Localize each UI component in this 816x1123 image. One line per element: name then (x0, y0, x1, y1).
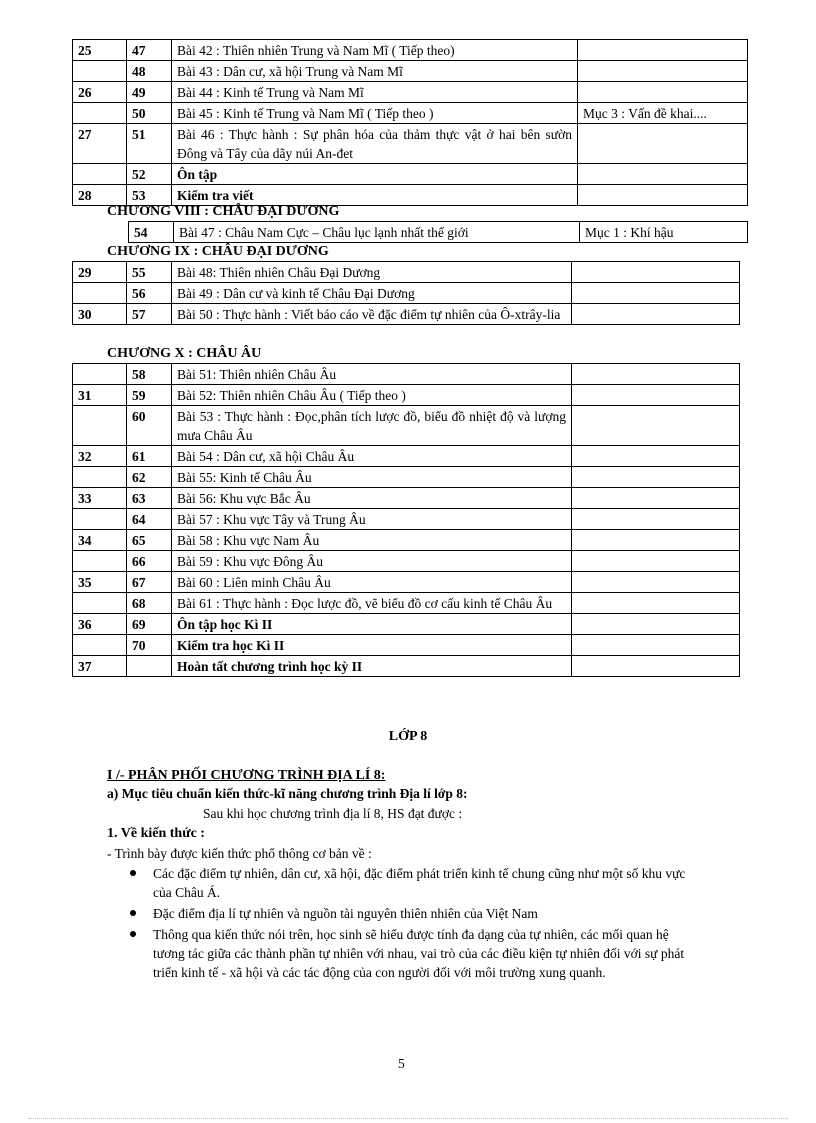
cell-no: 65 (127, 530, 172, 551)
table-row (73, 446, 740, 467)
knowledge-lead: - Trình bày được kiến thức phổ thông cơ bản về : (107, 846, 372, 861)
section-title: I /- PHÂN PHỐI CHƯƠNG TRÌNH ĐỊA LÍ 8: (107, 768, 386, 783)
cell-note (572, 385, 740, 406)
bullet-text: Các đặc điểm tự nhiên, dân cư, xã hội, đặc điểm phát triển kinh tế chung cũng như một số khu vực của Châu Á. (153, 866, 686, 900)
cell-week (73, 164, 127, 185)
table-row (73, 656, 740, 677)
table-row (73, 364, 740, 385)
cell-no: 50 (127, 103, 172, 124)
cell-note (572, 635, 740, 656)
table-row (73, 551, 740, 572)
cell-note (572, 530, 740, 551)
table-row (129, 222, 748, 243)
cell-no: 49 (127, 82, 172, 103)
cell-no: 64 (127, 509, 172, 530)
cell-note (572, 467, 740, 488)
cell-note (572, 572, 740, 593)
program-table-2 (128, 221, 748, 243)
cell-lesson: Bài 57 : Khu vực Tây và Trung Âu (172, 509, 572, 530)
cell-week: 28 (73, 185, 127, 206)
table-row (73, 509, 740, 530)
list-item (128, 864, 688, 902)
cell-no: 47 (127, 40, 172, 61)
cell-note (572, 509, 740, 530)
cell-week: 32 (73, 446, 127, 467)
table-row (73, 82, 748, 103)
cell-no: 63 (127, 488, 172, 509)
cell-lesson: Bài 52: Thiên nhiên Châu Âu ( Tiếp theo ) (172, 385, 572, 406)
cell-no: 55 (127, 262, 172, 283)
bullet-dot-icon (130, 870, 136, 876)
cell-week: 25 (73, 40, 127, 61)
cell-lesson: Bài 56: Khu vực Bắc Âu (172, 488, 572, 509)
program-table-1 (72, 39, 748, 206)
table-row (73, 124, 748, 164)
knowledge-heading: 1. Về kiến thức : (107, 826, 205, 841)
cell-week (73, 509, 127, 530)
list-item (128, 904, 688, 923)
bullet-text: Đặc điểm địa lí tự nhiên và nguồn tài nguyên thiên nhiên của Việt Nam (153, 906, 538, 921)
cell-note (578, 185, 748, 206)
table-row (73, 262, 740, 283)
table-row (73, 530, 740, 551)
cell-note (572, 656, 740, 677)
cell-week: 36 (73, 614, 127, 635)
cell-no: 59 (127, 385, 172, 406)
cell-no: 57 (127, 304, 172, 325)
cell-lesson: Bài 51: Thiên nhiên Châu Âu (172, 364, 572, 385)
page-number: 5 (398, 1056, 405, 1071)
cell-note (572, 593, 740, 614)
cell-week: 37 (73, 656, 127, 677)
cell-lesson: Kiểm tra học Kì II (172, 635, 572, 656)
cell-lesson: Ôn tập (172, 164, 578, 185)
cell-week: 34 (73, 530, 127, 551)
cell-note (578, 61, 748, 82)
table-row (73, 593, 740, 614)
cell-week (73, 467, 127, 488)
knowledge-bullet-list (128, 864, 688, 984)
cell-no: 68 (127, 593, 172, 614)
list-item (128, 925, 688, 982)
chapter-9-heading: CHƯƠNG IX : CHÂU ĐẠI DƯƠNG (107, 244, 329, 259)
cell-lesson: Bài 61 : Thực hành : Đọc lược đồ, vẽ biểu đồ cơ cấu kinh tế Châu Âu (172, 593, 572, 614)
cell-no: 69 (127, 614, 172, 635)
cell-lesson: Bài 50 : Thực hành : Viết báo cáo về đặc điểm tự nhiên của Ô-xtrây-lia (172, 304, 572, 325)
cell-week (73, 593, 127, 614)
program-table-3 (72, 261, 740, 325)
cell-week (73, 364, 127, 385)
cell-note (578, 164, 748, 185)
cell-no: 60 (127, 406, 172, 446)
cell-lesson: Bài 55: Kinh tế Châu Âu (172, 467, 572, 488)
cell-note (572, 304, 740, 325)
cell-note: Mục 3 : Vấn đề khai.... (578, 103, 748, 124)
cell-note (572, 262, 740, 283)
cell-lesson: Hoàn tất chương trình học kỳ II (172, 656, 572, 677)
cell-lesson: Ôn tập học Kì II (172, 614, 572, 635)
cell-lesson: Bài 46 : Thực hành : Sự phân hóa của thảm thực vật ở hai bên sườn Đông và Tây của dãy núi An-đet (172, 124, 578, 164)
cell-lesson: Bài 48: Thiên nhiên Châu Đại Dương (172, 262, 572, 283)
intro-line: Sau khi học chương trình địa lí 8, HS đạt được : (203, 806, 463, 821)
cell-lesson: Bài 54 : Dân cư, xã hội Châu Âu (172, 446, 572, 467)
cell-note (572, 551, 740, 572)
cell-week: 35 (73, 572, 127, 593)
cell-no: 53 (127, 185, 172, 206)
cell-week: 30 (73, 304, 127, 325)
table-row (73, 61, 748, 82)
cell-week: 31 (73, 385, 127, 406)
cell-week (73, 103, 127, 124)
cell-no: 54 (129, 222, 174, 243)
cell-no: 70 (127, 635, 172, 656)
cell-no: 58 (127, 364, 172, 385)
cell-lesson: Bài 45 : Kinh tế Trung và Nam Mĩ ( Tiếp theo ) (172, 103, 578, 124)
subsection-a: a) Mục tiêu chuẩn kiến thức-kĩ năng chương trình Địa lí lớp 8: (107, 786, 468, 801)
cell-note (578, 82, 748, 103)
cell-week: 26 (73, 82, 127, 103)
chapter-8-heading: CHƯƠNG VIII : CHÂU ĐẠI DƯƠNG (107, 204, 340, 219)
table-row (73, 406, 740, 446)
cell-lesson: Bài 42 : Thiên nhiên Trung và Nam Mĩ ( Tiếp theo) (172, 40, 578, 61)
cell-lesson: Bài 43 : Dân cư, xã hội Trung và Nam Mĩ (172, 61, 578, 82)
cell-lesson: Bài 44 : Kinh tế Trung và Nam Mĩ (172, 82, 578, 103)
cell-no: 51 (127, 124, 172, 164)
cell-note (578, 40, 748, 61)
cell-note (572, 283, 740, 304)
table-row (73, 283, 740, 304)
cell-no (127, 656, 172, 677)
cell-note (578, 124, 748, 164)
cell-lesson: Bài 53 : Thực hành : Đọc,phân tích lược đồ, biểu đồ nhiệt độ và lượng mưa Châu Âu (172, 406, 572, 446)
cell-week (73, 61, 127, 82)
cell-week (73, 283, 127, 304)
table-row (73, 164, 748, 185)
table-row (73, 385, 740, 406)
cell-lesson: Bài 49 : Dân cư và kinh tế Châu Đại Dương (172, 283, 572, 304)
cell-week: 29 (73, 262, 127, 283)
cell-lesson: Bài 59 : Khu vực Đông Âu (172, 551, 572, 572)
cell-note (572, 446, 740, 467)
cell-week: 27 (73, 124, 127, 164)
cell-note (572, 406, 740, 446)
cell-week (73, 551, 127, 572)
table-row (73, 572, 740, 593)
cell-note (572, 488, 740, 509)
program-table-4 (72, 363, 740, 677)
cell-lesson: Bài 58 : Khu vực Nam Âu (172, 530, 572, 551)
table-row (73, 467, 740, 488)
cell-note (572, 364, 740, 385)
cell-lesson: Bài 47 : Châu Nam Cực – Châu lục lạnh nhất thế giới (174, 222, 580, 243)
table-row (73, 635, 740, 656)
cell-week: 33 (73, 488, 127, 509)
cell-note: Mục 1 : Khí hậu (580, 222, 748, 243)
table-row (73, 304, 740, 325)
cell-note (572, 614, 740, 635)
cell-lesson: Bài 60 : Liên minh Châu Âu (172, 572, 572, 593)
cell-no: 61 (127, 446, 172, 467)
grade-title: LỚP 8 (388, 729, 428, 744)
chapter-10-heading: CHƯƠNG X : CHÂU ÂU (107, 346, 262, 361)
cell-no: 62 (127, 467, 172, 488)
table-row (73, 40, 748, 61)
bullet-text: Thông qua kiến thức nói trên, học sinh sẽ hiểu được tính đa dạng của tự nhiên, các mối quan hệ tương tác giữa các thành phần tự nhiên với nhau, vai trò của các điều kiện tự nhiên đối với sự phát triển kinh tế - xã hội và các tác động của con người đối với môi trường xung quanh. (153, 927, 685, 980)
cell-no: 48 (127, 61, 172, 82)
table-row (73, 103, 748, 124)
cell-lesson: Kiểm tra viết (172, 185, 578, 206)
table-row (73, 488, 740, 509)
cell-week (73, 406, 127, 446)
page-bottom-divider (28, 1118, 788, 1119)
table-row (73, 614, 740, 635)
cell-week (73, 635, 127, 656)
cell-no: 67 (127, 572, 172, 593)
bullet-dot-icon (130, 931, 136, 937)
cell-no: 56 (127, 283, 172, 304)
cell-no: 52 (127, 164, 172, 185)
bullet-dot-icon (130, 910, 136, 916)
cell-no: 66 (127, 551, 172, 572)
